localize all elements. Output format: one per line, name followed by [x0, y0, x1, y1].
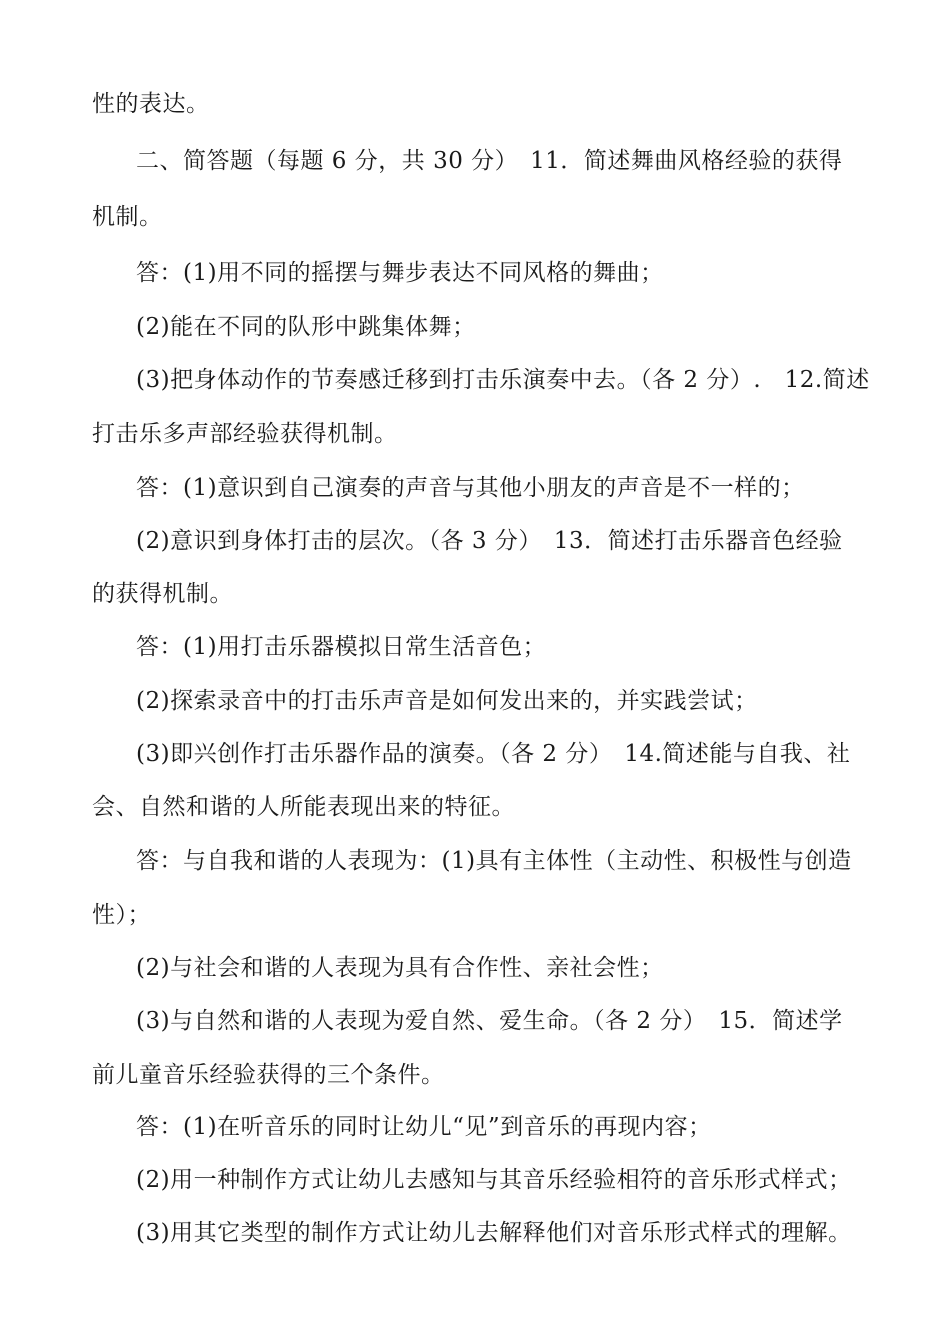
answer-line: 答：(1)用不同的摇摆与舞步表达不同风格的舞曲；	[136, 260, 664, 286]
text-line: 的获得机制。	[92, 581, 233, 607]
answer-line: 答：与自我和谐的人表现为：(1)具有主体性（主动性、积极性与创造	[136, 848, 852, 874]
answer-line: (2)意识到身体打击的层次。（各 3 分） 13．简述打击乐器音色经验	[136, 528, 843, 554]
answer-line: (3)与自然和谐的人表现为爱自然、爱生命。（各 2 分） 15．简述学	[136, 1008, 843, 1034]
text-line: 前儿童音乐经验获得的三个条件。	[92, 1062, 445, 1088]
answer-line: (3)把身体动作的节奏感迁移到打击乐演奏中去。（各 2 分）. 12.简述	[136, 367, 870, 393]
text-line: 打击乐多声部经验获得机制。	[92, 421, 398, 447]
text-line: 机制。	[92, 204, 163, 230]
answer-line: 答：(1)意识到自己演奏的声音与其他小朋友的声音是不一样的；	[136, 475, 805, 501]
answer-line: (2)与社会和谐的人表现为具有合作性、亲社会性；	[136, 955, 664, 981]
text-line: 性的表达。	[92, 91, 210, 117]
section-heading-line: 二、简答题（每题 6 分，共 30 分） 11．简述舞曲风格经验的获得	[136, 148, 843, 174]
answer-line: (3)即兴创作打击乐器作品的演奏。（各 2 分） 14.简述能与自我、社	[136, 741, 851, 767]
text-line: 会、自然和谐的人所能表现出来的特征。	[92, 794, 515, 820]
answer-line: 答：(1)用打击乐器模拟日常生活音色；	[136, 634, 547, 660]
answer-line: (2)探索录音中的打击乐声音是如何发出来的，并实践尝试；	[136, 688, 758, 714]
answer-line: (3)用其它类型的制作方式让幼儿去解释他们对音乐形式样式的理解。	[136, 1220, 852, 1246]
answer-line: (2)用一种制作方式让幼儿去感知与其音乐经验相符的音乐形式样式；	[136, 1167, 852, 1193]
answer-line: (2)能在不同的队形中跳集体舞；	[136, 314, 476, 340]
answer-line: 答：(1)在听音乐的同时让幼儿“见”到音乐的再现内容；	[136, 1114, 712, 1140]
text-line: 性）；	[92, 902, 151, 928]
